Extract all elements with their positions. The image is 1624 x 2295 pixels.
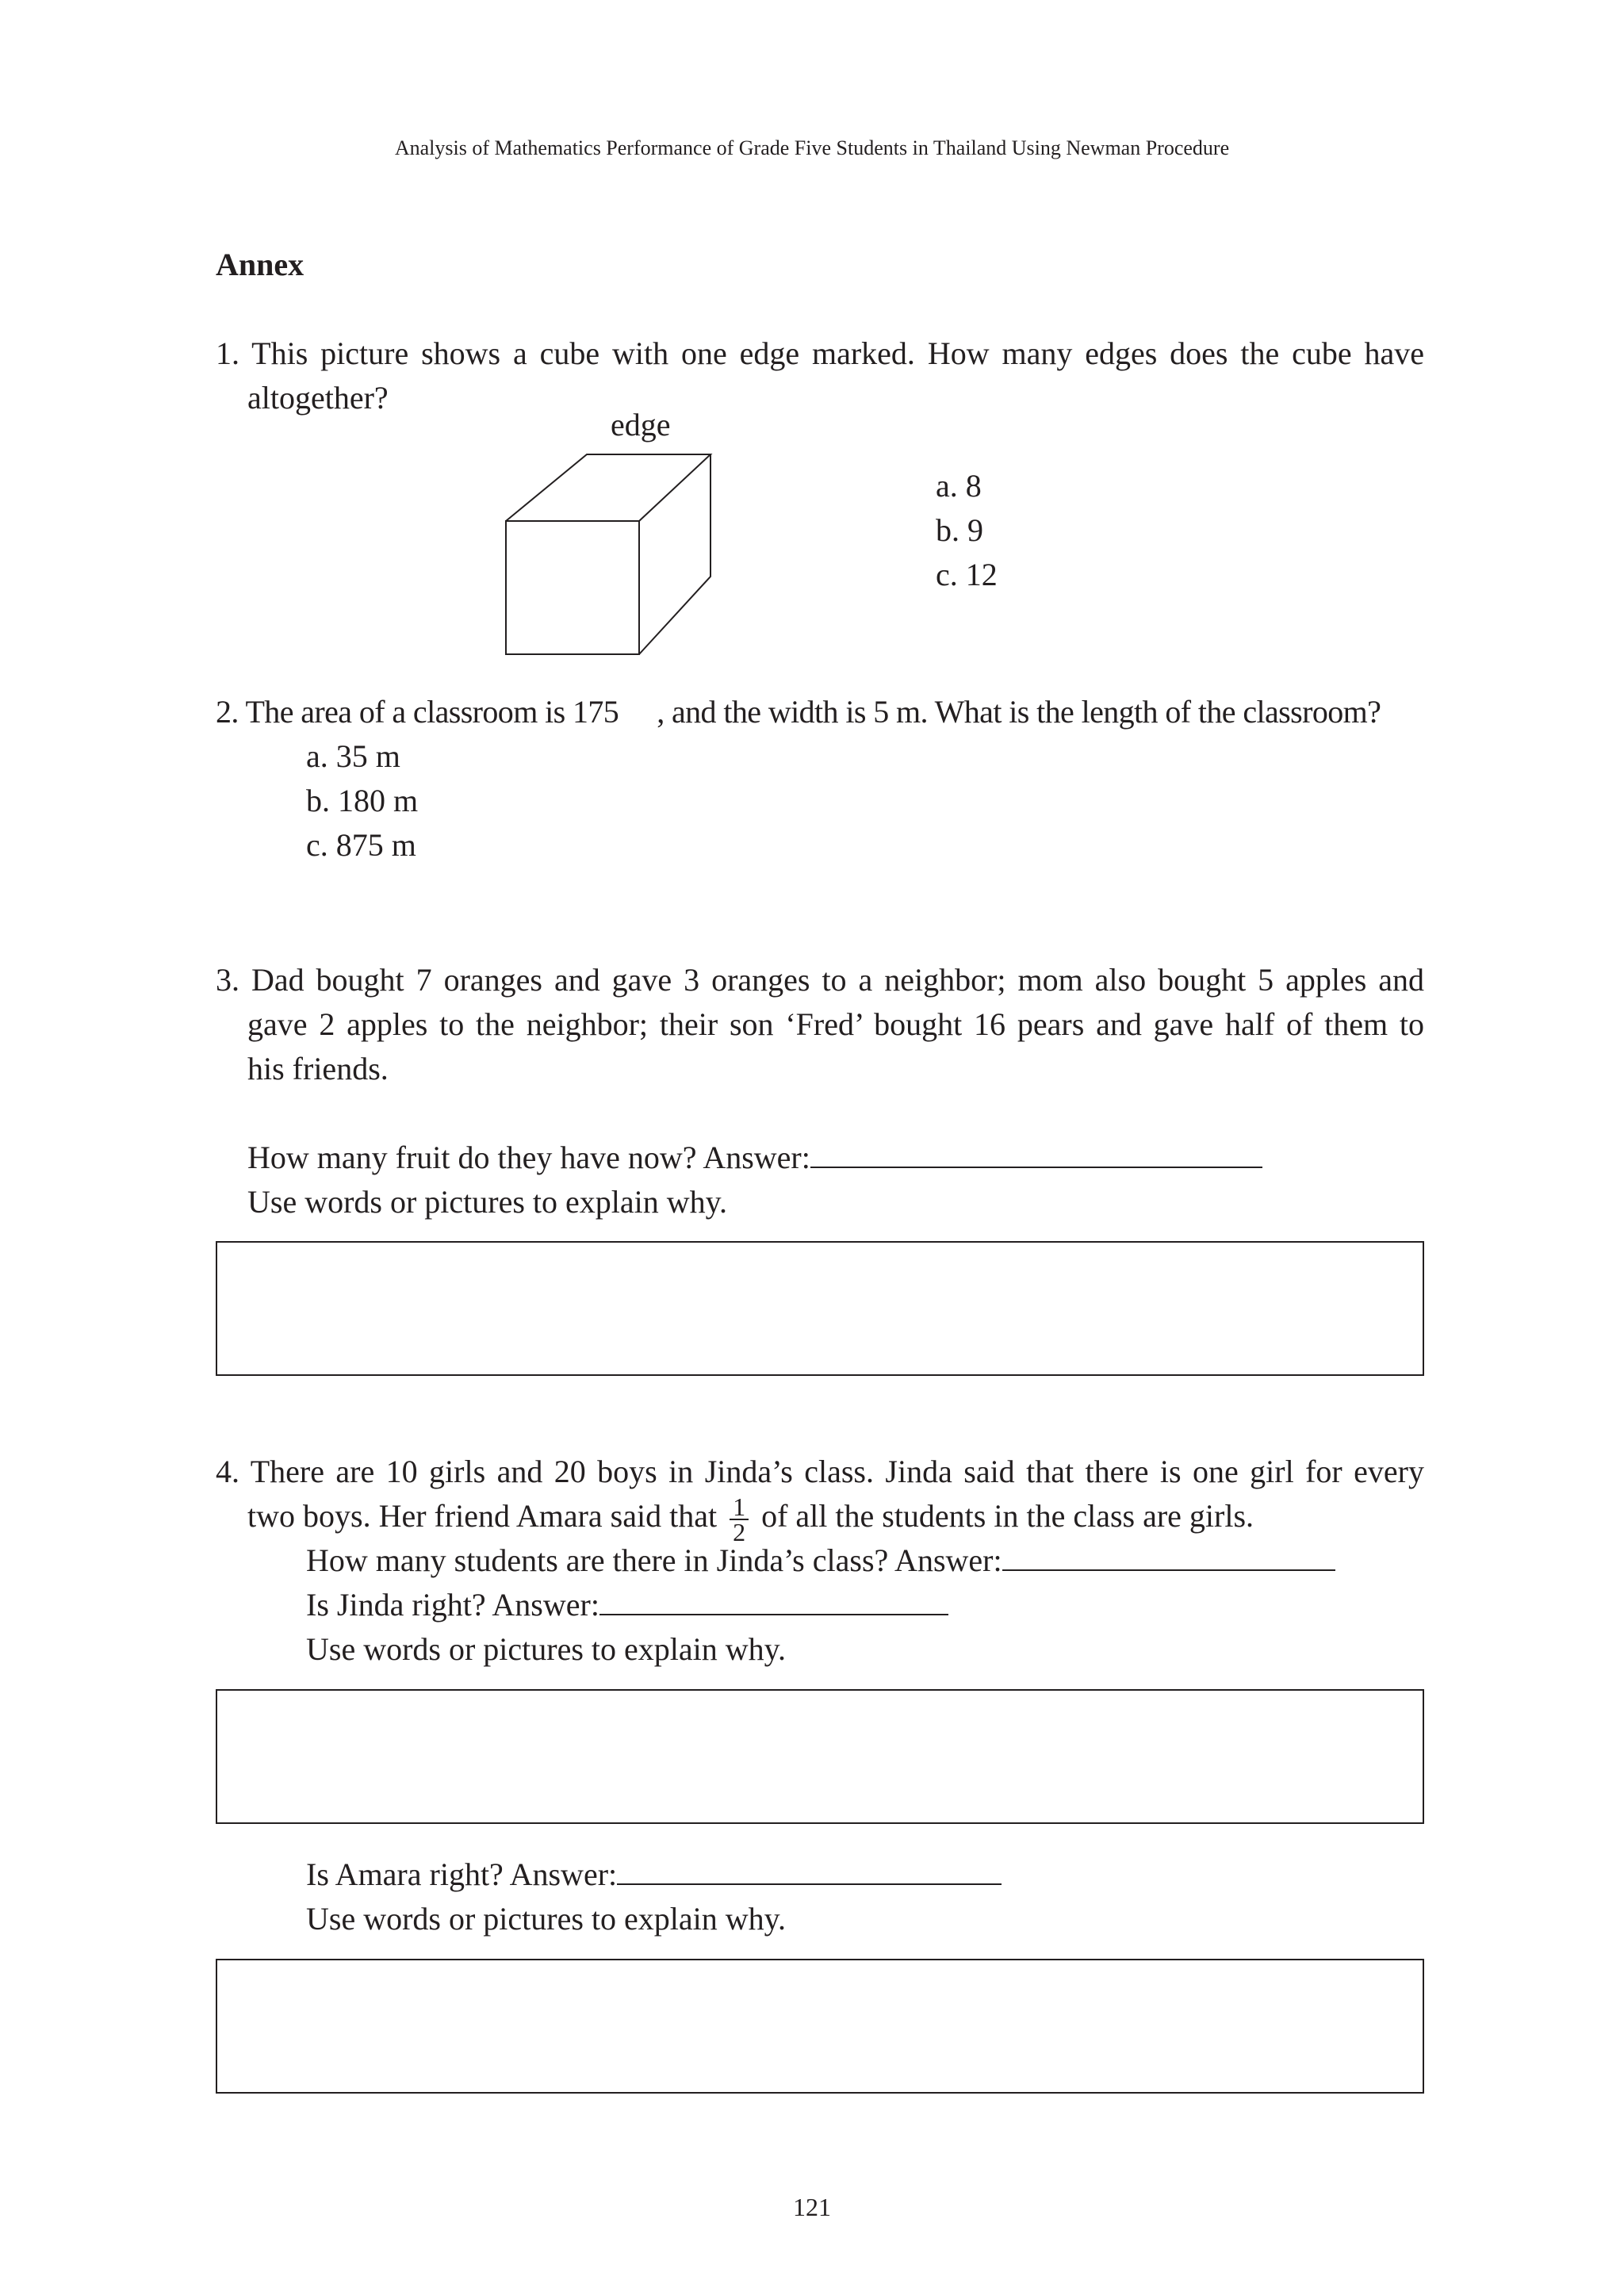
q2-option-b: b. 180 m [306,783,419,818]
q2-option-c: c. 875 m [306,827,416,863]
q3-line-3: his friends. [247,1051,389,1086]
q4-students-question: How many students are there in Jinda’s class? Answer: [306,1542,1002,1578]
q1-line-1: 1. This picture shows a cube with one edge marked. How many edges does the cube have [216,335,1424,371]
question-3 [216,958,1424,1091]
q4-line-1: 4. There are 10 girls and 20 boys in Jinda’s class. Jinda said that there is one girl for every [216,1454,1424,1489]
fraction-denominator: 2 [733,1517,746,1546]
q3-question: How many fruit do they have now? Answer: [247,1140,810,1175]
running-header: Analysis of Mathematics Performance of Grade Five Students in Thailand Using Newman Procedure [394,136,1230,159]
q4-answer-block-2 [306,1852,1002,1941]
q4-explain-1: Use words or pictures to explain why. [306,1631,787,1667]
q2-option-a: a. 35 m [306,738,400,774]
q4-text-b: of all the students in the class are girls. [761,1498,1254,1534]
q3-answer-block [247,1136,1262,1224]
q2-text-b: , and the width is 5 m. What is the length of the classroom? [657,694,1381,730]
q4-jinda-question: Is Jinda right? Answer: [306,1587,599,1623]
page-number: 121 [793,2193,831,2221]
q1-line-2: altogether? [247,380,389,416]
q4-line-2 [216,1492,1424,1546]
question-2 [216,690,1424,734]
q2-options [306,734,418,868]
q1-option-c: c. 12 [936,557,998,592]
q4-explain-2: Use words or pictures to explain why. [306,1901,787,1937]
q1-option-a: a. 8 [936,468,982,504]
q3-line-2: gave 2 apples to the neighbor; their son ‘Fred’ bought 16 pears and gave half of them to [247,1006,1424,1042]
q1-options [936,464,998,597]
q4-jinda-answer-blank[interactable] [599,1584,948,1615]
section-title: Annex [216,247,304,282]
cube-front-face [506,521,639,654]
question-1 [216,331,1424,420]
q4-amara-question: Is Amara right? Answer: [306,1856,618,1892]
q3-explain: Use words or pictures to explain why. [247,1184,728,1220]
q2-text-a: 2. The area of a classroom is 175 [216,694,619,730]
cube-side-edges [639,454,710,654]
q3-line-1: 3. Dad bought 7 oranges and gave 3 oranges to a neighbor; mom also bought 5 apples and [216,962,1424,998]
q2-line-1 [216,690,1424,734]
q4-amara-explain-box[interactable] [216,1959,1424,2094]
q1-option-b: b. 9 [936,512,983,548]
edge-label: edge [611,407,671,443]
fraction-numerator: 1 [730,1495,749,1520]
one-half-fraction [730,1492,749,1546]
question-4 [216,1450,1424,1546]
q4-jinda-explain-box[interactable] [216,1689,1424,1824]
q4-students-answer-blank[interactable] [1002,1539,1335,1571]
q3-answer-blank[interactable] [810,1136,1262,1168]
q4-answer-block-1 [306,1538,1335,1672]
q4-text-a: two boys. Her friend Amara said that [247,1498,718,1534]
cube-figure [500,448,722,658]
q4-amara-answer-blank[interactable] [617,1853,1002,1885]
cube-top-face [506,454,710,521]
q3-explain-box[interactable] [216,1241,1424,1376]
